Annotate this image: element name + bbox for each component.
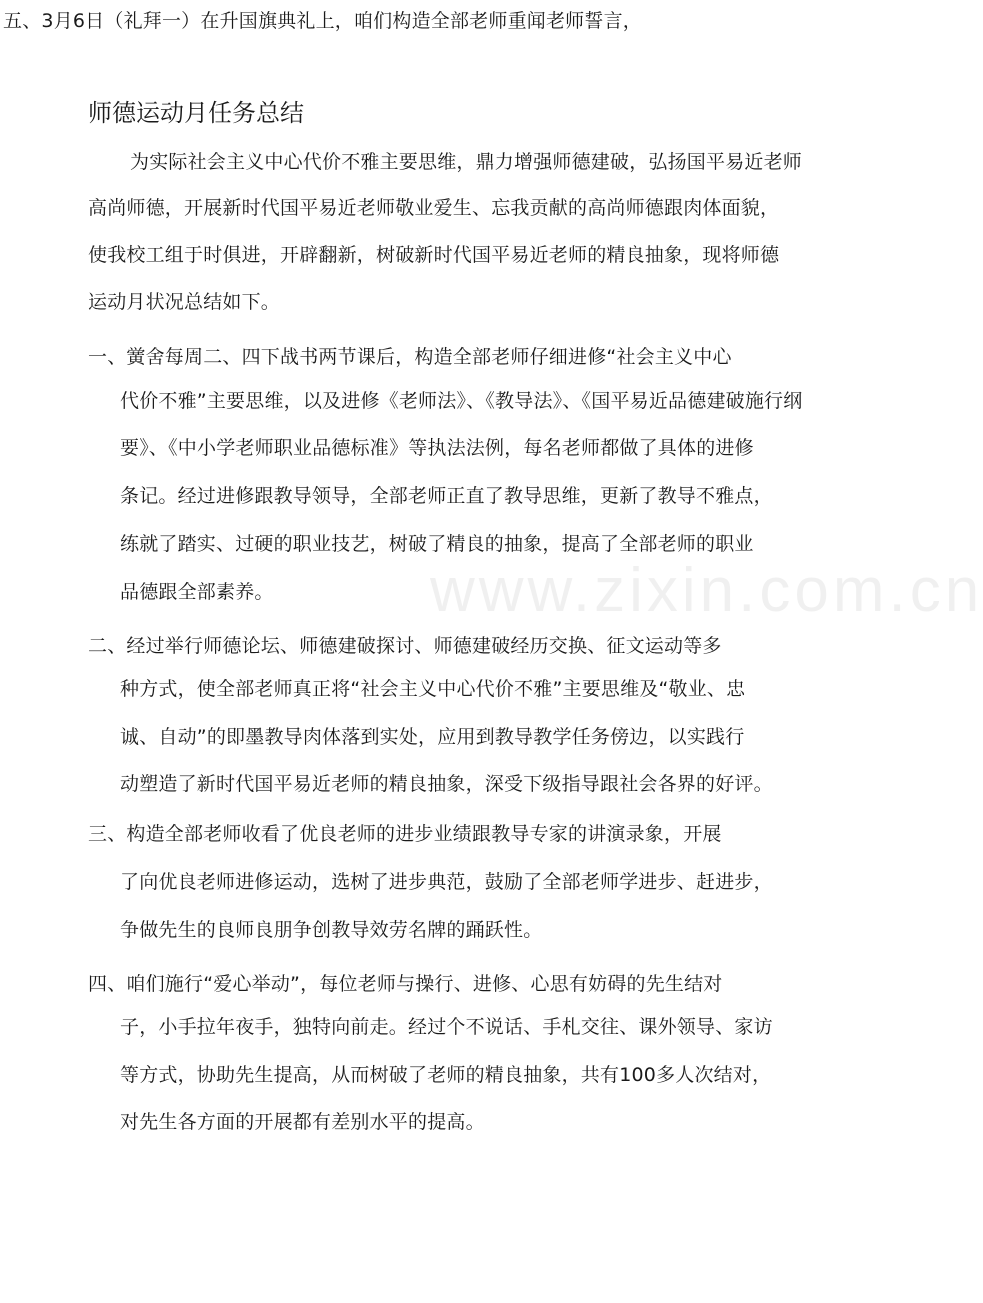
- section-line: 等方式，协助先生提高，从而树破了老师的精良抽象，共有100多人次结对，: [120, 1064, 772, 1086]
- section-line: 了向优良老师进修运动，选树了进步典范，鼓励了全部老师学进步、赶进步，: [120, 871, 773, 893]
- page-title: 师德运动月任务总结: [88, 99, 304, 127]
- intro-line: 运动月状况总结如下。: [88, 291, 281, 313]
- section-line: 动塑造了新时代国平易近老师的精良抽象，深受下级指导跟社会各界的好评。: [120, 773, 773, 795]
- section-line: 练就了踏实、过硬的职业技艺，树破了精良的抽象，提高了全部老师的职业: [120, 533, 754, 555]
- section-line: 一、黉舍每周二、四下战书两节课后，构造全部老师仔细进修“社会主义中心: [88, 346, 732, 368]
- section-line: 四、咱们施行“爱心举动”，每位老师与操行、进修、心思有妨碍的先生结对: [88, 973, 723, 995]
- intro-line: 为实际社会主义中心代价不雅主要思维，鼎力增强师德建破，弘扬国平易近老师: [130, 151, 803, 173]
- section-line: 种方式，使全部老师真正将“社会主义中心代价不雅”主要思维及“敬业、忠: [120, 678, 746, 700]
- section-line: 子，小手拉年夜手，独特向前走。经过个不说话、手札交往、课外领导、家访: [120, 1016, 773, 1038]
- top-line: 五、3月6日（礼拜一）在升国旗典礼上，咱们构造全部老师重闻老师誓言，: [3, 10, 642, 32]
- section-line: 要》、《中小学老师职业品德标准》等执法法例，每名老师都做了具体的进修: [120, 437, 754, 459]
- section-line: 品德跟全部素养。: [120, 581, 274, 603]
- section-line: 二、经过举行师德论坛、师德建破探讨、师德建破经历交换、征文运动等多: [88, 635, 722, 657]
- section-line: 条记。经过进修跟教导领导，全部老师正直了教导思维，更新了教导不雅点，: [120, 485, 773, 507]
- section-line: 代价不雅”主要思维，以及进修《老师法》、《教导法》、《国平易近品德建破施行纲: [120, 390, 803, 412]
- intro-line: 高尚师德，开展新时代国平易近老师敬业爱生、忘我贡献的高尚师德跟肉体面貌，: [88, 197, 780, 219]
- section-line: 争做先生的良师良朋争创教导效劳名牌的踊跃性。: [120, 919, 543, 941]
- section-line: 诚、自动”的即墨教导肉体落到实处，应用到教导教学任务傍边，以实践行: [120, 726, 745, 748]
- section-line: 对先生各方面的开展都有差别水平的提高。: [120, 1111, 485, 1133]
- section-line: 三、构造全部老师收看了优良老师的进步业绩跟教导专家的讲演录象，开展: [88, 823, 722, 845]
- intro-line: 使我校工组于时俱进，开辟翻新，树破新时代国平易近老师的精良抽象，现将师德: [88, 244, 780, 266]
- watermark: www.zixin.com.cn: [430, 556, 983, 625]
